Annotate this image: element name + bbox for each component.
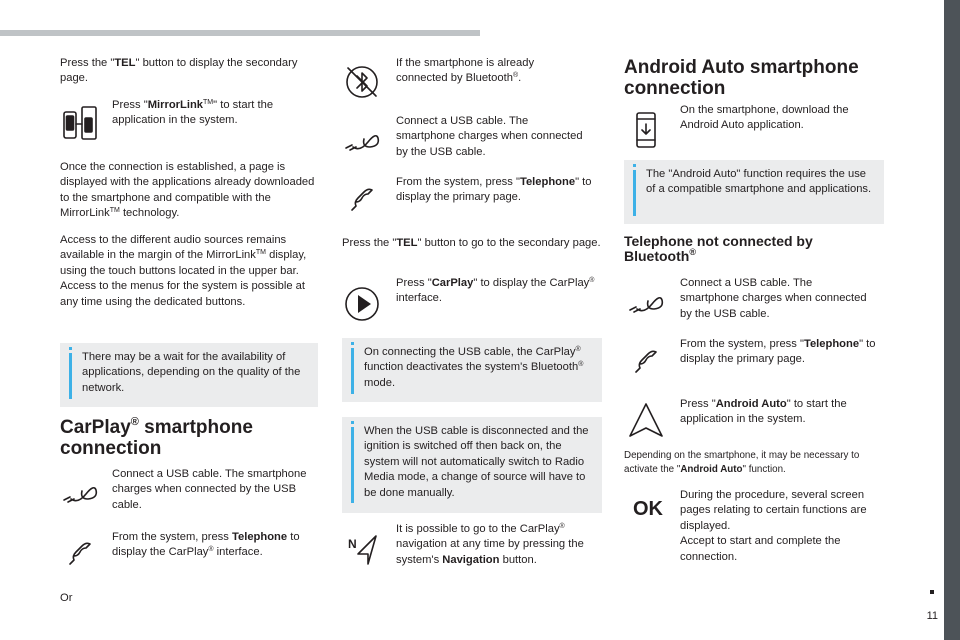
note-marker [633, 170, 636, 216]
note-marker [351, 427, 354, 503]
tel-secondary-paragraph: Press the "TEL" button to display the secondary page. [60, 57, 298, 85]
download-instruction: On the smartphone, download the Android Auto application. [680, 104, 849, 132]
navigation-icon [342, 528, 382, 568]
telephone-not-connected-title: Telephone not connected by Bluetooth® [624, 233, 813, 264]
usb-instruction: Connect a USB cable. The smartphone charges when connected by the USB cable. [396, 115, 583, 158]
carplay-section-title: CarPlay® smartphone connection [60, 416, 253, 459]
svg-text:N: N [348, 537, 357, 551]
access-paragraph: Access to the different audio sources remains available in the margin of the MirrorLink™ display, using the touch buttons located in the upper bar. Access to the menus for the system is possible at any time using the dedicated buttons. [60, 234, 307, 308]
telephone-instruction: From the system, press "Telephone" to display the primary page. [680, 338, 876, 366]
page-marker [930, 590, 934, 594]
bluetooth-icon [342, 62, 382, 102]
usb-disconnect-note: When the USB cable is disconnected and the ignition is switched off then back on, the system will not automatically switch to Radio Media mode, a change of source will have to be done manually. [342, 417, 602, 513]
mirrorlink-icon [60, 104, 100, 144]
carplay-play-icon [342, 284, 382, 324]
usb-bluetooth-note: On connecting the USB cable, the CarPlay® function deactivates the system's Bluetooth® mode. [342, 338, 602, 402]
android-auto-section-title: Android Auto smartphone connection [624, 57, 859, 99]
connection-paragraph: Once the connection is established, a page is displayed with the applications already downloaded to the smartphone and compatible with the MirrorLink™ technology. [60, 161, 315, 220]
telephone-instruction: From the system, press "Telephone" to display the primary page. [396, 176, 592, 204]
mirrorlink-instruction: Press "MirrorLink™" to start the application in the system. [112, 99, 274, 127]
carplay-usb-instruction: Connect a USB cable. The smartphone charges when connected by the USB cable. [112, 468, 307, 511]
network-wait-note: There may be a wait for the availability of applications, depending on the quality of the network. [60, 343, 318, 407]
android-auto-instruction: Press "Android Auto" to start the application in the system. [680, 398, 847, 426]
side-tab-bar [944, 0, 960, 640]
telephone-icon [626, 342, 666, 382]
usb-cable-icon [60, 472, 100, 512]
tel-secondary-paragraph: Press the "TEL" button to go to the secondary page. [342, 237, 601, 249]
android-auto-icon [626, 400, 666, 440]
android-auto-requirement-note: The "Android Auto" function requires the use of a compatible smartphone and applications. [624, 160, 884, 224]
carplay-instruction: Press "CarPlay" to display the CarPlay® interface. [396, 277, 595, 305]
or-label: Or [60, 592, 73, 604]
navigation-instruction: It is possible to go to the CarPlay® navigation at any time by pressing the system's Navigation button. [396, 523, 584, 566]
activation-footnote: Depending on the smartphone, it may be necessary to activate the "Android Auto" function. [624, 450, 860, 476]
telephone-icon [60, 534, 100, 574]
ok-icon: OK [633, 498, 663, 521]
telephone-icon [342, 180, 382, 220]
smartphone-download-icon [626, 110, 666, 150]
usb-cable-icon [342, 120, 382, 160]
usb-instruction: Connect a USB cable. The smartphone charges when connected by the USB cable. [680, 277, 867, 320]
note-marker [351, 348, 354, 394]
procedure-instruction: During the procedure, several screen pages relating to certain functions are displayed. Accept to start and complete the connection. [680, 489, 867, 563]
page-number: 11 [926, 610, 938, 622]
carplay-telephone-instruction: From the system, press Telephone to display the CarPlay® interface. [112, 531, 300, 559]
bluetooth-connected-text: If the smartphone is already connected by Bluetooth®. [396, 57, 535, 85]
note-marker [69, 353, 72, 399]
usb-cable-icon [626, 282, 666, 322]
top-rule [0, 30, 480, 36]
